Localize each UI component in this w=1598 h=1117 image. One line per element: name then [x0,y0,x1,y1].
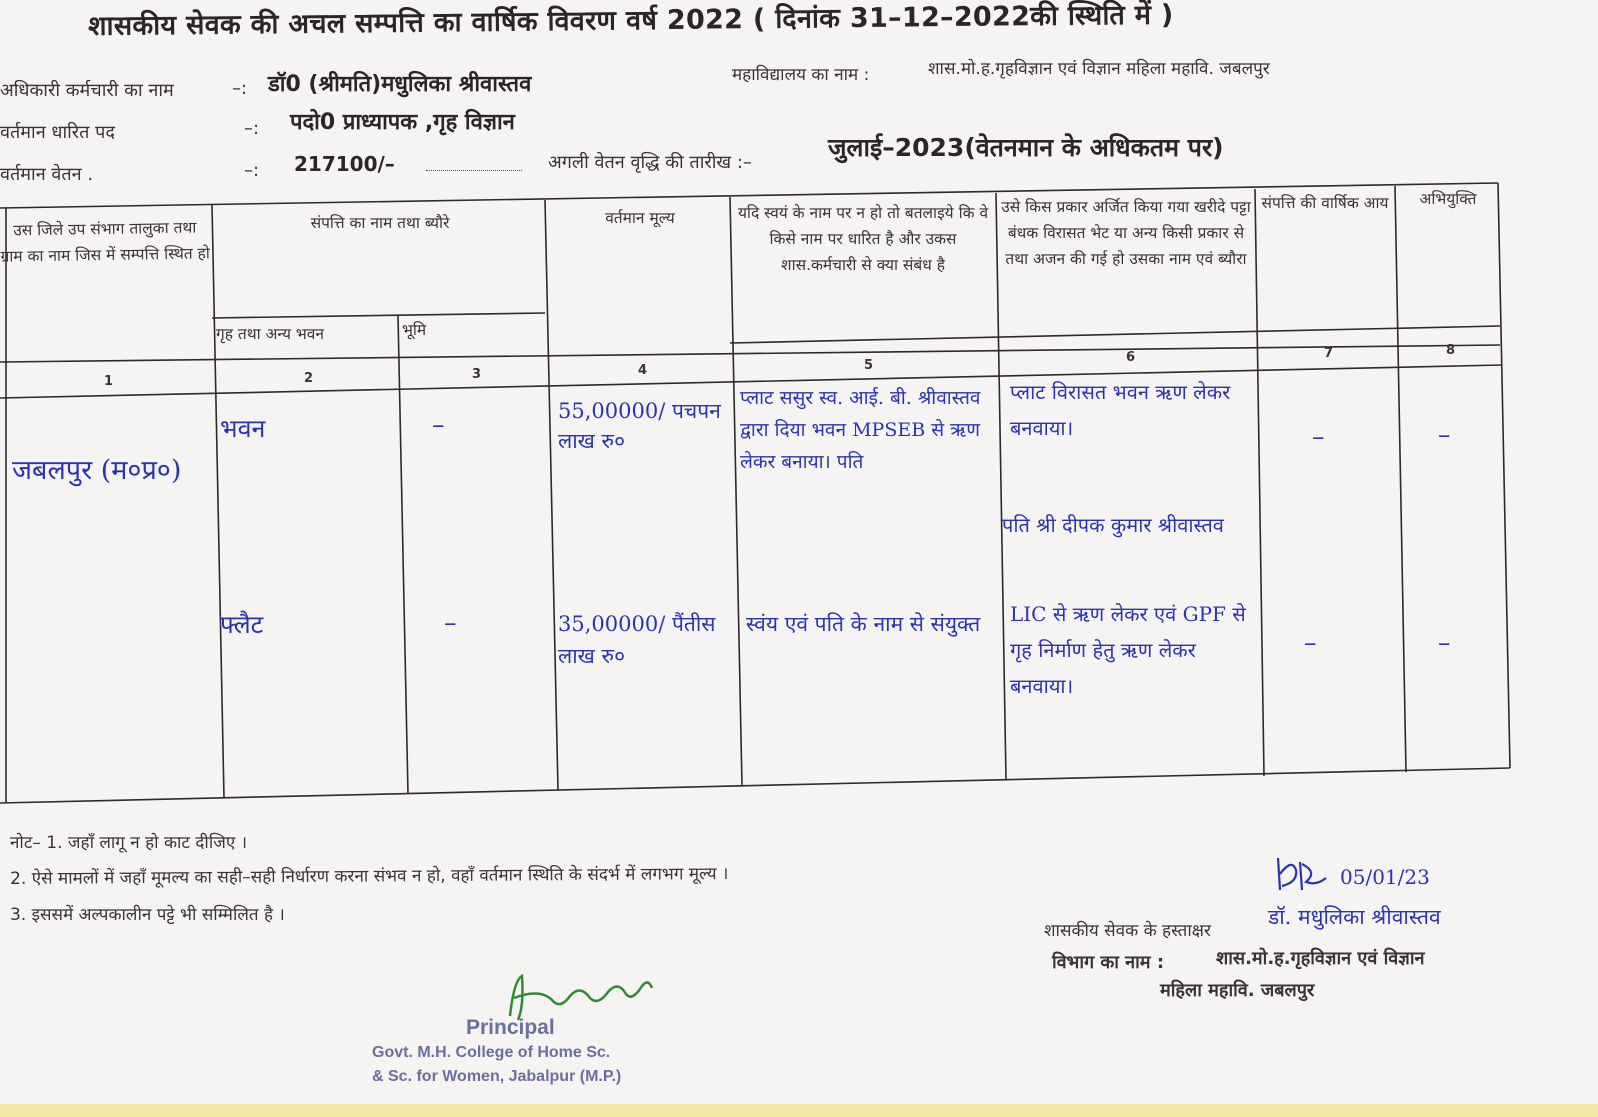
col-divider-3 [545,200,558,790]
college-value: शास.मो.ह.गृहविज्ञान एवं विज्ञान महिला महावि. जबलपुर [928,59,1270,79]
row1-land: – [432,410,445,439]
name-value: डॉ0 (श्रीमति)मधुलिका श्रीवास्तव [268,72,532,97]
salary-value: 217100/– [294,152,395,176]
row2-land: – [444,608,457,637]
row2-income: – [1304,628,1317,657]
row1-remarks: – [1438,420,1451,449]
stamp-line-1: Govt. M.H. College of Home Sc. [372,1044,611,1061]
table-bottom-border [0,768,1510,803]
signature-name: डॉ. मधुलिका श्रीवास्तव [1268,905,1441,929]
signature-label: शासकीय सेवक के हस्ताक्षर [1044,921,1211,941]
col-header-8: अभियुक्ति [1419,190,1477,208]
salary-separator: –: [244,160,260,181]
note-3: 3. इससमें अल्पकालीन पट्टे भी सम्मिलित है । [10,905,285,925]
row2-holder: स्वंय एवं पति के नाम से संयुक्त [746,612,981,636]
col-header-5: यदि स्वयं के नाम पर न हो तो बतलाइये कि वे किसे नाम पर धारित है और उकस शास.कर्मचारी से क्या संबंध है [737,204,989,274]
col-number-5: 5 [864,358,874,373]
row2-remarks: – [1438,628,1451,657]
col-number-6: 6 [1126,350,1136,365]
col-divider-1 [212,205,224,798]
col-divider-7 [1395,186,1406,772]
subheader-land: भूमि [402,321,427,339]
col-header-1: उस जिले उप संभाग तालुका तथा ग्राम का नाम जिस में सम्पत्ति स्थित हो [0,218,210,266]
row1-holder: प्लाट ससुर स्व. आई. बी. श्रीवास्तव द्वारा दिया भवन MPSEB से ऋण लेकर बनाया। पति [740,387,981,473]
row2-property: फ्लैट [220,610,264,639]
col-number-4: 4 [638,363,648,378]
name-separator: –: [232,78,248,99]
col-divider-5 [996,193,1006,780]
col-number-3: 3 [472,367,482,382]
stamp-title: Principal [466,1016,555,1039]
row1-value: 55,00000/ पचपन लाख रु० [558,399,721,453]
note-1: नोट– 1. जहॉं लागू न हो काट दीजिए । [10,833,248,853]
location-cell: जबलपुर (म०प्र०) [12,455,182,486]
table-right-border [1498,183,1510,768]
col-header-2: संपत्ति का नाम तथा ब्यौरे [310,214,450,232]
col-header-6: उसे किस प्रकार अर्जित किया गया खरीदे पट्टा बंधक विरासत भेट या अन्य किसी प्रकार से तथा अजन की गई हो उसका नाम एवं ब्यौरा [1001,198,1251,268]
row1-property: भवन [220,414,266,443]
col-header-4: वर्तमान मूल्य [605,209,675,227]
header-line-right [730,326,1500,343]
row1-acquired-extra: पति श्री दीपक कुमार श्रीवास्तव [1002,513,1224,537]
dept-value-2: महिला महावि. जबलपुर [1160,980,1315,1001]
subheader-line [212,313,545,318]
signature-date: 05/01/23 [1340,865,1430,889]
post-separator: –: [244,118,260,139]
increment-value: जुलाई–2023(वेतनमान के अधिकतम पर) [828,133,1224,162]
col-header-7: संपत्ति की वार्षिक आय [1261,194,1389,212]
page-bottom-edge [0,1104,1598,1117]
page-title: शासकीय सेवक की अचल सम्पत्ति का वार्षिक विवरण वर्ष 2022 ( दिनांक 31–12–2022की स्थिति में ) [88,0,1174,42]
row2-value: 35,00000/ पैंतीस लाख रु० [558,612,716,668]
number-row-top [0,345,1500,362]
row2-acquired: LIC से ऋण लेकर एवं GPF से गृह निर्माण हेतु ऋण लेकर बनवाया। [1010,602,1246,698]
post-label: वर्तमान धारित पद [0,122,115,143]
dept-value: शास.मो.ह.गृहविज्ञान एवं विज्ञान [1216,948,1425,969]
col-number-2: 2 [304,371,314,386]
row1-acquired: प्लाट विरासत भवन ऋण लेकर बनवाया। [1010,380,1231,440]
col-number-1: 1 [104,374,114,389]
post-value: पदो0 प्राध्यापक ,गृह विज्ञान [290,110,515,135]
col-number-8: 8 [1446,343,1456,358]
salary-label: वर्तमान वेतन . [0,164,94,185]
dept-label: विभाग का नाम : [1052,952,1165,973]
college-label: महाविद्यालय का नाम : [732,65,870,85]
initials-mark [1272,852,1342,896]
col-divider-2 [398,316,408,794]
row1-income: – [1312,422,1325,451]
col-number-7: 7 [1324,346,1334,361]
note-2: 2. ऐसे मामलों में जहॉं मूमल्य का सही–सही निर्धारण करना संभव न हो, वहॉं वर्तमान स्थिति के संदर्भ में लगभग मूल्य । [10,863,729,889]
increment-label: अगली वेतन वृद्धि की तारीख :– [548,152,752,173]
stamp-line-2: & Sc. for Women, Jabalpur (M.P.) [372,1068,622,1085]
col-divider-4 [730,197,742,786]
subheader-buildings: गृह तथा अन्य भवन [216,325,325,343]
name-label: अधिकारी कर्मचारी का नाम [0,80,174,101]
